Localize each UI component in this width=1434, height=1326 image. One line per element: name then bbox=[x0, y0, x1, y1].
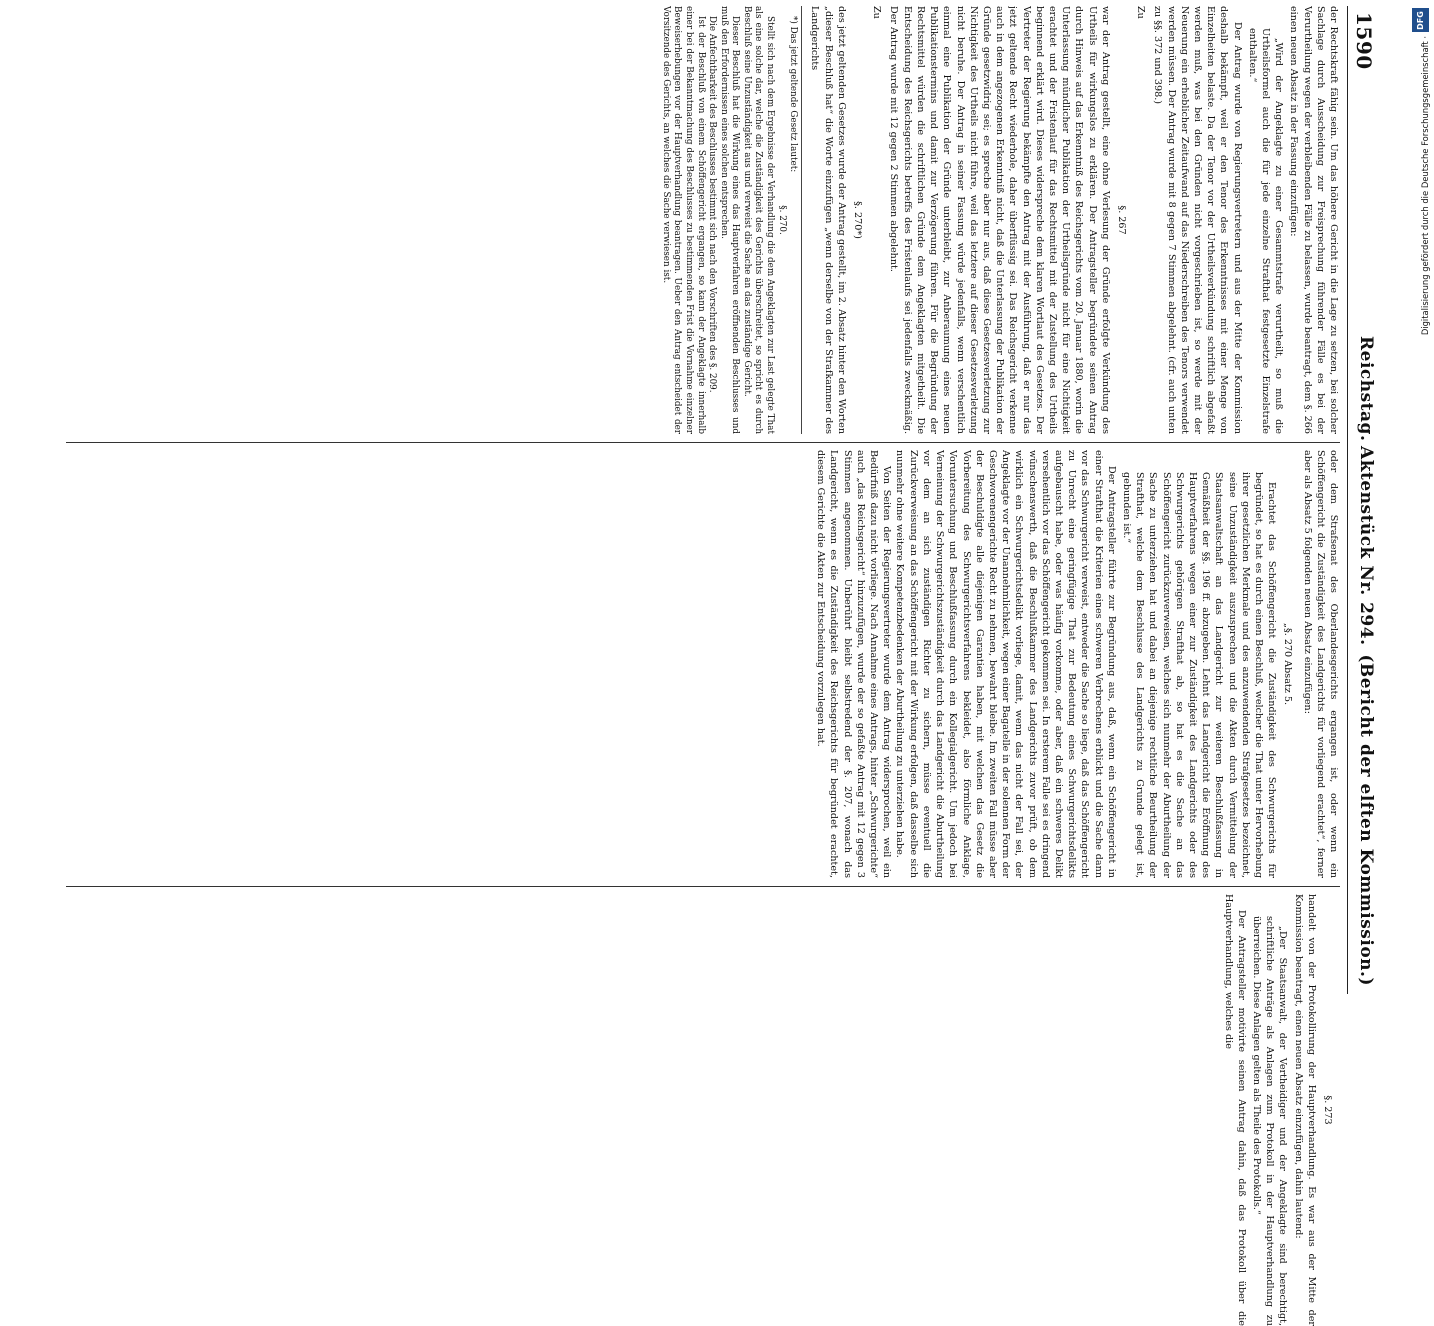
digitization-credit bbox=[1420, 36, 1430, 596]
paragraph: war der Antrag gestellt, eine ohne Verlesung der Gründe erfolgte Verkündung des Urtheils für wirkungslos zu erklären. Der Antragsteller begründete seinen Antrag durch Hinweis auf das Erkenntniß des Reichsgerichts vom 20. Januar 1880, worin die Unterlassung mündlicher Publikation der Urtheilsgründe nicht für eine Nichtigkeit erachtet und der Fristenlauf für das Rechtsmittel mit der Zustellung des Urtheils beginnend erklärt wird. Dieses widerspreche dem klaren Wortlaut des Gesetzes. Der Vertreter der Regierung bekämpfte den Antrag mit der Ausführung, daß er nur das jetzt geltende Recht wiederhole, daher überflüssig sei. Das Reichsgericht verkenne auch in dem angezogenen Erkenntniß nicht, daß die Unterlassung der Publikation der Gründe gesetzwidrig sei; es spreche aber nur aus, daß diese Gesetzesverletzung zur Nichtigkeit des Urtheils nicht führe, weil das letztere auf dieser Gesetzesverletzung nicht beruhe. Der Antrag in seiner Fassung würde jedenfalls, wenn verschentlich einmal eine Publikation der Gründe unterbleibt, zur Anberaumung eines neuen Publikationstermins und damit zur Verzögerung führen. Für die Begründung der Rechtsmittel würden die schriftlichen Gründe dem Angeklagten mitgetheilt. Die Entscheidung des Reichsgerichts betreffs des Fristenlaufs sei jedenfalls zweckmäßig. Der Antrag wurde mit 12 gegen 2 Stimmen abgelehnt. bbox=[888, 6, 1111, 434]
paragraph: Der Antragsteller motivirte seinen Antrag dahin, daß das Protokoll über die Hauptverhandlung, welches die bbox=[1222, 894, 1247, 1326]
quoted-amendment bbox=[1120, 472, 1278, 878]
dfg-logo bbox=[1412, 8, 1429, 32]
section-heading-267: §. 267 bbox=[1115, 205, 1127, 235]
paragraph: Der Antrag wurde von Regierungsvertretern und aus der Mitte der Kommission deshalb bekämpft, weil er den Tenor des Erkenntnisses mit einer Menge von Einzelheiten belaste. Da der Tenor vor der Urtheilsverkündung schriftlich abgefaßt werden muß, was bei den Gründen nicht vorgeschrieben ist, so werde mit der Neuerung ein erheblicher Zeitaufwand auf das Niederschreiben des Tenors verwendet werden müssen. Der Antrag wurde mit 8 gegen 7 Stimmen abgelehnt. (cfr. auch unten zu §§. 372 und 398.) bbox=[1152, 6, 1243, 434]
paragraph: Von Seiten der Regierungsvertreter wurde dem Antrag widersprochen, weil ein Bedürfniß dazu nicht vorliege. Nach Annahme eines Antrags, hinter „Schwurgerichte“ auch „das Reichsgericht“ hinzuzufügen, wurde der so gefaßte Antrag mit 12 gegen 3 Stimmen angenommen. Unberührt bleibt selbstredend der §. 207, wonach das Landgericht, wenn es die Zuständigkeit des Reichsgerichts für begründet erachtet, diesem Gerichte die Akten zur Entscheidung vorzulegen hat. bbox=[815, 450, 893, 878]
column-divider bbox=[66, 886, 1340, 887]
dfg-logo-text: DFG bbox=[1416, 10, 1426, 30]
zu-label: Zu bbox=[1135, 6, 1147, 19]
paragraph: handelt von der Protokollirung der Hauptverhandlung. Es war aus der Mitte der Kommission beantragt, einen neuen Absatz einzufügen, dahin lautend: bbox=[1292, 894, 1317, 1326]
quoted-amendment bbox=[1250, 916, 1290, 1326]
quote-text: „Wird der Angeklagte zu einer Gesammtstrafe verurtheilt, so muß die Urtheilsformel auch die für jede einzelne Strafthat festgesetzte Einzelstrafe enthalten.“ bbox=[1246, 28, 1285, 434]
header-aktenstueck: Aktenstück Nr. 294. bbox=[1356, 446, 1376, 646]
zu-label: Zu bbox=[871, 6, 883, 19]
paragraph: des jetzt geltenden Gesetzes wurde der Antrag gestellt, im 2. Absatz hinter den Worten „dieser Beschluß hat“ die Worte einzufügen „wenn derselbe von der Strafkammer des Landgerichts bbox=[809, 6, 847, 434]
text-columns bbox=[66, 6, 1340, 1326]
page-header bbox=[1347, 6, 1382, 994]
credit-text: Digitalisierung gefördert durch die Deutsche Forschungsgemeinschaft · bbox=[1420, 36, 1430, 336]
quote-text: „Der Staatsanwalt, der Vertheidiger und der Angeklagte sind berechtigt, schriftliche Anträge als Anlagen zum Protokoll in der Hauptverhandlung zu überreichen. Diese Anlagen gelten als Theile des Protokolls.“ bbox=[1250, 916, 1289, 1326]
column-2 bbox=[66, 450, 1340, 878]
header-report-title: (Bericht der elften Kommission.) bbox=[1356, 654, 1376, 986]
document-page bbox=[56, 0, 1390, 1326]
footnote-paragraph: Die Anfechtbarkeit des Beschlusses bestimmt sich nach den Vorschriften des §. 209. bbox=[707, 16, 718, 393]
paragraph: oder dem Strafsenat des Oberlandesgerichts ergangen ist, oder wenn ein Schöffengericht die Zuständigkeit des Landgerichts für vorliegend erachtet“, ferner aber als Absatz 5 folgenden neuen Absatz einzufügen: bbox=[1301, 450, 1339, 878]
column-3 bbox=[66, 894, 1340, 1326]
footnote-section-heading: §. 270. bbox=[776, 205, 787, 235]
column-1 bbox=[66, 6, 1340, 434]
section-heading-273: §. 273 bbox=[1322, 1095, 1333, 1125]
header-reichstag: Reichstag. bbox=[1356, 336, 1376, 442]
footnote-intro: *) Das jetzt geltende Gesetz lautet: bbox=[788, 16, 799, 173]
paragraph: Der Antragsteller führte zur Begründung aus, daß, wenn ein Schöffengericht in einer Strafthat die Kriterien eines schweren Verbrechens erblickt und die Sache dann vor das Schwurgericht verweist, entweder die Sache so liege, daß das Schöffengericht zu Unrecht eine geringfügige That zur Bedeutung eines Schwurgerichtsdelikts aufgebauscht habe, oder was häufig vorkomme, oder aber, daß ein schweres Delikt versehentlich vor das Schöffengericht gekommen sei. In ersterem Falle sei es dringend wünschenswerth, daß die Beschlußkammer des Landgerichts zuvor prüft, ob dem wirklich ein Schwurgerichtsdelikt vorliege, damit, wenn das nicht der Fall sei, der Angeklagte vor der Unannehmlichkeit, wegen einer Bagatelle in der solennen Form der Geschworenengerichte Recht zu nehmen, bewahrt bleibe. Im zweiten Fall müsse aber der Beschuldigte alle diejenigen Garantien haben, mit welchen das Gesetz die Vorbereitung des Schwurgerichtsverfahrens bekleidet, also förmliche Anklage, Voruntersuchung und Beschlußfassung durch ein Kollegialgericht. Um jedoch bei Verneinung der Schwurgerichtszuständigkeit durch das Landgericht die Aburtheilung vor dem an sich zuständigen Richter zu sichern, müsse eventuell die Zurückverweisung an das Schöffengericht mit der Wirkung erfolgen, daß dasselbe sich nunmehr ohne weitere Kompetenzbedenken der Aburtheilung zu unterziehen habe. bbox=[894, 450, 1117, 878]
footnote bbox=[659, 6, 802, 434]
page-number: 1590 bbox=[1352, 12, 1376, 70]
footnote-paragraph: Dieser Beschluß hat die Wirkung eines das Hauptverfahren eröffnenden Beschlusses und muß den Erfordernissen eines solchen entsprechen. bbox=[718, 6, 741, 434]
quoted-amendment bbox=[1246, 28, 1286, 434]
quote-text: Erachtet das Schöffengericht die Zuständigkeit des Schwurgerichts für begründet, so hat es durch einen Beschluß, welcher die That unter Hervorhebung ihrer gesetzlichen Merkmale und des anzuwendenden Strafgesetzes bezeichnet, seine Unzuständigkeit auszusprechen und die Akten durch Vermittelung der Staatsanwaltschaft an das Landgericht zur weiteren Beschlußfassung in Gemäßheit der §§. 196 ff. abzugeben. Lehnt das Landgericht die Eröffnung des Hauptverfahrens wegen einer zur Zuständigkeit des Landgerichts oder des Schwurgerichts gehörigen Strafthat ab, so hat es die Sache an das Schöffengericht zurückzuverweisen, welches sich nunmehr der Aburtheilung der Sache zu unterziehen hat und dabei an diejenige rechtliche Beurtheilung der Strafthat, welche dem Beschlusse des Landgerichts zu Grunde gelegt ist, gebunden ist.“ bbox=[1120, 472, 1278, 878]
column-divider bbox=[66, 442, 1340, 443]
footnote-paragraph: Stellt sich nach dem Ergebnisse der Verhandlung die dem Angeklagten zur Last gelegte That als eine solche dar, welche die Zuständigkeit des Gerichts überschreitet, so spricht es durch Beschluß seine Unzuständigkeit aus und verweist die Sache an das zuständige Gericht. bbox=[741, 6, 776, 434]
footnote-paragraph: Ist der Beschluß von einem Schöffengericht ergangen, so kann der Angeklagte innerhalb einer bei der Bekanntmachung des Beschlusses zu bestimmenden Frist die Vornahme einzelner Beweiserhebungen vor der Hauptverhandlung beantragen. Ueber den Antrag entscheidet der Vorsitzende des Gerichts, an welches die Sache verwiesen ist. bbox=[660, 6, 706, 434]
paragraph: der Rechtskraft fähig sein. Um das höhere Gericht in die Lage zu setzen, bei solcher Sachlage durch Ausscheidung zur Freisprechung führender Fälle es bei der Verurtheilung wegen der verbleibenden Fälle zu belassen, wurde beantragt, dem §. 266 einen neuen Absatz in der Fassung einzufügen: bbox=[1288, 6, 1339, 434]
section-heading-270: §. 270*) bbox=[852, 201, 864, 239]
section-heading-270-5: „§. 270 Absatz 5. bbox=[1282, 622, 1294, 706]
